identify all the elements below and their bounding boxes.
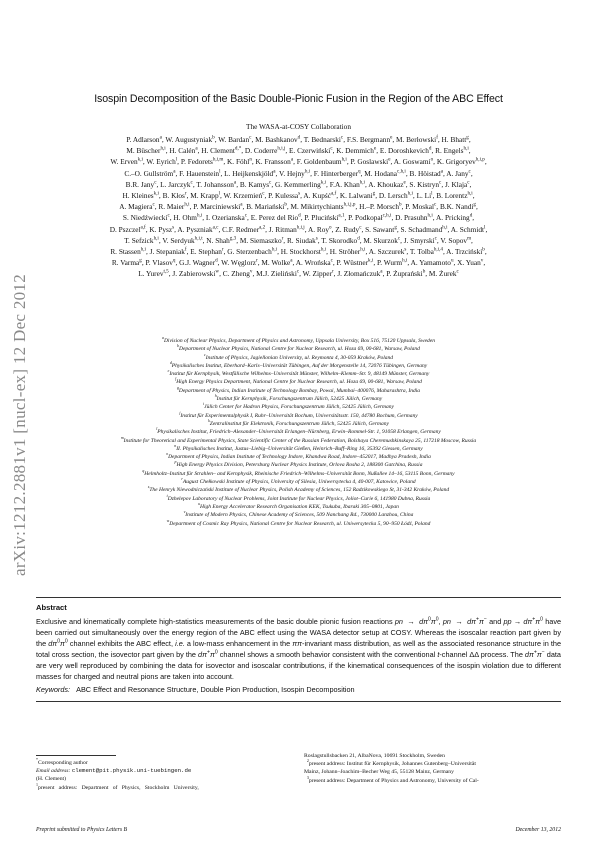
- affiliation-list: [36, 337, 561, 528]
- arxiv-id-text: arXiv:1212.2881v1 [nucl-ex] 12 Dec 2012: [10, 273, 30, 577]
- author-list: [36, 134, 561, 280]
- author-line: C.–O. Gullström$^a$, F. Hauenstein$^l$, L. Heijkenskjöld$^a$, V. Hejny$^{h,i}$, F. Hinterberger$^q$, M. Hodana$^{c,h,i}$, B. Höistad$^a$, A. Jany$^c$,: [124, 168, 473, 178]
- affiliation-line: $^n$II. Physikalisches Institut, Justus–Liebig–Universität Gießen, Heinrich–Buff–Ring 16, 35392 Giessen, Germany: [174, 444, 423, 452]
- footnote-line: Email address: clement@pit.physik.uni-tuebingen.de: [36, 767, 192, 775]
- affiliation-line: $^i$Jülich Center for Hadron Physics, Forschungszentrum Jülich, 52425 Jülich, Germany: [203, 402, 394, 411]
- affiliation-line: $^h$Institut für Kernphysik, Forschungszentrum Jülich, 52425 Jülich, Germany: [214, 394, 383, 403]
- author-line: M. Büscher$^{h,i}$, H. Calén$^a$, H. Clement$^{d,*}$, D. Coderre$^{h,i,j}$, E. Czerwiński$^c$, K. Demmich$^e$, E. Doroshkevich$^d$, R. Engels$^{h,i}$,: [126, 145, 471, 156]
- affiliation-line: $^j$Institut für Experimentalphysik I, Ruhr–Universität Bochum, Universitätsstr. 150, 44780 Bochum, Germany: [179, 410, 418, 419]
- author-line: T. Sefzick$^{h,i}$, V. Serdyuk$^{h,i,t}$, N. Shah$^{g,3}$, M. Siemaszko$^r$, R. Siudak$^s$, T. Skorodko$^d$, M. Skurzok$^c$, J. Smyrski$^c$, V. Sopov$^m$,: [124, 235, 473, 245]
- affiliation-line: $^e$Institut für Kernphysik, Westfälische Wilhelms–Universität Münster, Wilhelm–Klemm–Str. 9, 48149 Münster, Germany: [167, 369, 430, 378]
- affiliation-line: $^f$High Energy Physics Department, National Centre for Nuclear Research, ul. Hoza 69, 00-681, Warsaw, Poland: [175, 377, 422, 386]
- affiliation-line: $^l$Physikalisches Institut, Friedrich–Alexander–Universität Erlangen–Nürnberg, Erwin–Rommel-Str. 1, 91058 Erlangen, Germany: [156, 427, 441, 436]
- author-line: W. Erven$^{k,i}$, W. Eyrich$^l$, P. Fedorets$^{h,i,m}$, K. Föhl$^n$, K. Fransson$^a$, F. Goldenbaum$^{h,i}$, P. Goslawski$^e$, A. Goswami$^o$, K. Grigoryev$^{h,i,p}$,: [110, 156, 487, 167]
- affiliation-line: $^g$Department of Physics, Indian Institute of Technology Bombay, Powai, Mumbai–400076, Maharashtra, India: [176, 385, 421, 394]
- affiliation-line: $^a$Division of Nuclear Physics, Department of Physics and Astronomy, Uppsala University, Box 516, 75120 Uppsala, Sweden: [162, 336, 435, 344]
- footnotes-right-column: [304, 752, 561, 785]
- affiliation-line: $^k$Zentralinstitut für Elektronik, Forschungszentrum Jülich, 52425 Jülich, Germany: [208, 419, 389, 427]
- affiliation-line: $^p$High Energy Physics Division, Petersburg Nuclear Physics Institute, Orlova Rosha 2, 188300 Gatchina, Russia: [174, 460, 423, 469]
- footnote-line: $^3$present address: Department of Physics and Astronomy, University of Cal-: [306, 774, 479, 784]
- author-line: B.R. Jany$^c$, L. Jarczyk$^c$, T. Johansson$^a$, B. Kamys$^c$, G. Kemmerling$^{k,i}$, F.A. Khan$^{h,i}$, A. Khoukaz$^e$, S. Kistryn$^c$, J. Klaja$^c$,: [125, 179, 472, 189]
- author-line: S. Niedźwiecki$^c$, H. Ohm$^{h,i}$, I. Ozerianska$^c$, E. Perez del Rio$^d$, P. Pluciński$^{a,1}$, P. Podkopał$^{c,h,i}$, D. Prasuhn$^{h,i}$, A. Pricking$^d$,: [122, 213, 475, 223]
- keywords-line: [36, 685, 561, 694]
- author-line: P. Adlarson$^a$, W. Augustyniak$^b$, W. Bardan$^c$, M. Bashkanov$^d$, T. Bednarski$^c$, F.S. Bergmann$^e$, M. Berłowski$^f$, H. Bhatt$^g$,: [126, 134, 471, 144]
- affiliation-line: $^b$Department of Nuclear Physics, National Centre for Nuclear Research, ul. Hoza 69, 00-681, Warsaw, Poland: [177, 344, 420, 353]
- keywords-text: ABC Effect and Resonance Structure, Double Pion Production, Isospin Decomposition: [76, 685, 355, 694]
- author-line: R. Varma$^g$, P. Vlasov$^q$, G.J. Wagner$^d$, W. Węglorz$^r$, M. Wolke$^a$, A. Wrońska$^c$, P. Wüstner$^{k,i}$, P. Wurm$^{h,i}$, A. Yamamoto$^u$, X. Yuan$^v$,: [111, 257, 486, 268]
- arxiv-side-stamp: [2, 230, 38, 620]
- author-line: R. Stassen$^{h,i}$, J. Stepaniak$^f$, E. Stephan$^r$, G. Sterzenbach$^{h,i}$, H. Stockhorst$^{h,i}$, H. Ströher$^{h,i}$, A. Szczurek$^s$, T. Tolba$^{h,i,4}$, A. Trzciński$^b$,: [110, 246, 487, 257]
- footer-date: December 13, 2012: [515, 827, 561, 833]
- affiliation-line: $^o$Department of Physics, Indian Institute of Technology Indore, Khandwa Road, Indore–452017, Madhya Pradesh, India: [166, 452, 431, 461]
- footnote-line: $^1$present address: Department of Physics, Stockholm University,: [36, 781, 199, 791]
- affiliation-line: $^v$Institute of Modern Physics, Chinese Academy of Sciences, 509 Nanchang Rd., 730000 Lanzhou, China: [183, 510, 414, 519]
- keywords-label: Keywords:: [36, 685, 71, 694]
- abstract-heading: Abstract: [36, 603, 67, 612]
- footer-preprint-note: Preprint submitted to Physics Letters B: [36, 827, 128, 833]
- abstract-text: Exclusive and kinematically complete high-statistics measurements of the basic double pionic fusion reactions pn → $d\pi^0\pi^0$, pn → dπ+π− and pp → $d\pi^+\pi^0$ have been carried out simultaneously over the energy region of the ABC effect using the WASA detector setup at COSY. Whereas the isoscalar reaction part given by the $d\pi^0\pi^0$ channel exhibits the ABC effect, i.e. a low-mass enhancement in the ππ-invariant mass distribution, as well as the associated resonance structure in the total cross section, the isovector part given by the $d\pi^+\pi^0$ channel shows a smooth behavior consistent with the conventional t-channel ΔΔ process. The dπ+π− data are very well reproduced by combining the data for isovector and isoscalar contributions, if the kinematical consequences of the isospin violation due to different masses for charged and neutral pions are taken into account.: [36, 616, 562, 681]
- author-line: H. Kleines$^{k,i}$, B. Kłos$^r$, M. Krapp$^l$, W. Krzemień$^c$, P. Kulessa$^s$, A. Kupść$^{a,f}$, K. Lalwani$^g$, D. Lersch$^{h,i}$, L. Li$^l$, B. Lorentz$^{h,i}$,: [122, 190, 475, 201]
- abstract-bottom-rule: [36, 701, 561, 702]
- affiliation-line: $^q$Helmholtz–Institut für Strahlen– and Kernphysik, Rheinische Friedrich–Wilhelms–Universität Bonn, Nußallee 14–16, 53115 Bonn, Germany: [142, 468, 455, 477]
- footnote-line: Roslagstullsbacken 21, AlbaNova, 10691 Stockholm, Sweden: [304, 753, 445, 759]
- collaboration-name: The WASA-at-COSY Collaboration: [246, 122, 351, 131]
- affiliation-line: $^u$High Energy Accelerator Research Organisation KEK, Tsukuba, Ibaraki 305–0801, Japan: [198, 502, 399, 510]
- footnote-line: $^2$present address: Institut für Kernphysik, Johannes Gutenberg–Universität: [306, 758, 476, 768]
- affiliation-line: $^d$Physikalisches Institut, Eberhard–Karls–Universität Tübingen, Auf der Morgenstelle 14, 72076 Tübingen, Germany: [169, 361, 428, 369]
- footnote-rule: [36, 755, 116, 756]
- author-line: L. Yurev$^{t,5}$, J. Zabierowski$^w$, C. Zheng$^v$, M.J. Zieliński$^c$, W. Zipper$^r$, J. Złomańczuk$^a$, P. Żuprański$^b$, M. Żurek$^c$: [138, 269, 459, 279]
- footnote-line: (H. Clement): [36, 776, 67, 783]
- affiliation-line: $^s$The Henryk Niewodniczański Institute of Nuclear Physics, Polish Academy of Sciences, 152 Radzikowskiego St, 31-342 Kraków, Poland: [147, 485, 450, 494]
- author-line: D. Pszczel$^{a,f}$, K. Pysz$^s$, A. Pyszniak$^{a,c}$, C.F. Redmer$^{a,2}$, J. Ritman$^{h,i,j}$, A. Roy$^o$, Z. Rudy$^c$, S. Sawant$^g$, S. Schadmand$^{h,i}$, A. Schmidt$^l$,: [109, 224, 488, 234]
- author-line: A. Magiera$^c$, R. Maier$^{h,i}$, P. Marciniewski$^a$, B. Mariański$^b$, M. Mikirtychiants$^{h,i,j,p}$, H.–P. Morsch$^b$, P. Moskal$^c$, B.K. Nandi$^g$,: [119, 201, 478, 212]
- affiliation-line: $^t$Dzhelepov Laboratory of Nuclear Problems, Joint Institute for Nuclear Physics, Joliot–Curie 6, 141980 Dubna, Russia: [166, 493, 431, 502]
- affiliation-line: $^c$Institute of Physics, Jagiellonian University, ul. Reymonta 4, 30-059 Kraków, Poland: [203, 352, 394, 361]
- abstract-top-rule: [36, 597, 561, 598]
- footnotes-left-column: [36, 759, 281, 792]
- paper-title: Isospin Decomposition of the Basic Double-Pionic Fusion in the Region of the ABC Effect: [94, 93, 503, 105]
- affiliation-line: $^m$Institute for Theoretical and Experimental Physics, State Scientific Center of the Russian Federation, Bolshaya Cheremushkinskaya 25, 117218 Moscow, Russia: [120, 435, 477, 444]
- footnote-line: Mainz, Johann–Joachim–Becher Weg 45, 55128 Mainz, Germany: [304, 769, 454, 776]
- affiliation-line: $^r$August Chełkowski Institute of Physics, University of Silesia, Uniwersytecka 4, 40-007, Katowice, Poland: [181, 477, 416, 486]
- footnote-line: *Corresponding author: [36, 757, 88, 766]
- affiliation-line: $^w$Department of Cosmic Ray Physics, National Centre for Nuclear Research, ul. Uniwersytecka 5, 90–950 Łódź, Poland: [166, 518, 431, 527]
